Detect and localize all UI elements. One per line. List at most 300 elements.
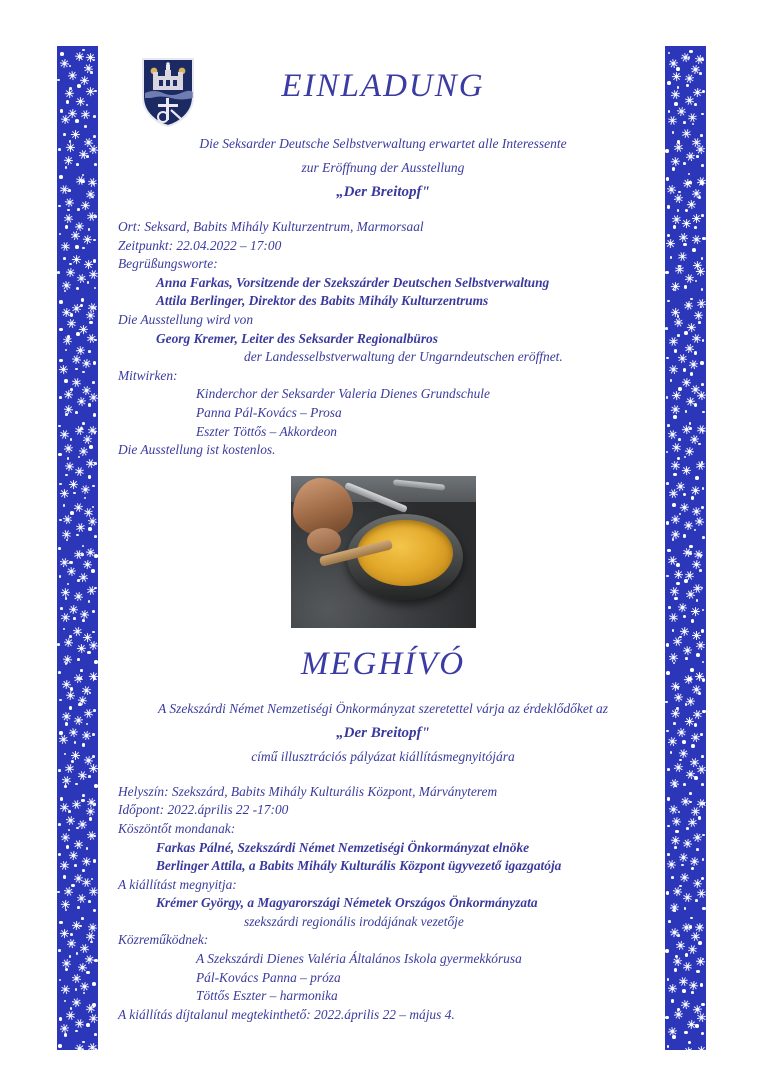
- border-dot: [77, 84, 81, 88]
- snowflake-icon: [692, 214, 701, 223]
- border-dot: [685, 209, 689, 213]
- border-dot: [698, 941, 702, 945]
- snowflake-icon: [671, 442, 683, 454]
- hungarian-participant-3: Töttős Eszter – harmonika: [196, 988, 338, 1004]
- border-dot: [91, 878, 94, 881]
- border-dot: [67, 335, 71, 339]
- snowflake-icon: [696, 424, 706, 436]
- snowflake-icon: [66, 267, 76, 277]
- snowflake-icon: [76, 893, 87, 904]
- border-dot: [76, 332, 80, 336]
- border-dot: [87, 281, 90, 284]
- border-dot: [82, 174, 85, 177]
- border-dot: [93, 803, 96, 806]
- hungarian-details-block: [118, 783, 648, 1025]
- snowflake-icon: [684, 150, 696, 162]
- border-dot: [685, 657, 688, 660]
- border-dot: [88, 900, 91, 903]
- border-dot: [60, 52, 64, 56]
- border-dot: [59, 175, 63, 179]
- snowflake-icon: [667, 1049, 680, 1050]
- border-dot: [60, 109, 64, 113]
- border-dot: [88, 527, 92, 531]
- border-dot: [688, 1049, 691, 1050]
- snowflake-icon: [689, 605, 702, 618]
- snowflake-icon: [60, 58, 70, 68]
- snowflake-icon: [63, 213, 74, 224]
- border-dot: [666, 891, 670, 895]
- border-dot: [676, 67, 680, 71]
- border-dot: [69, 65, 72, 68]
- border-pattern-tile: [57, 914, 98, 1038]
- snowflake-icon: [60, 831, 72, 843]
- snowflake-icon: [673, 193, 685, 205]
- border-pattern-tile: [665, 914, 706, 1038]
- german-opened-by-cont: der Landesselbstverwaltung der Ungarndeutschen eröffnet.: [244, 349, 563, 365]
- border-dot: [691, 619, 695, 623]
- border-dot: [57, 891, 60, 894]
- snowflake-icon: [66, 937, 78, 949]
- snowflake-icon: [690, 188, 702, 200]
- snowflake-icon: [666, 428, 678, 440]
- snowflake-icon: [80, 75, 90, 85]
- border-dot: [673, 225, 677, 229]
- border-dot: [71, 884, 75, 888]
- border-dot: [65, 722, 69, 726]
- border-dot: [665, 327, 668, 330]
- snowflake-icon: [72, 672, 84, 684]
- border-dot: [94, 784, 98, 788]
- border-dot: [688, 173, 691, 176]
- border-dot: [75, 368, 78, 371]
- border-dot: [64, 1033, 68, 1037]
- snowflake-icon: [61, 710, 74, 723]
- snowflake-icon: [73, 466, 85, 478]
- snowflake-icon: [669, 778, 680, 789]
- border-dot: [77, 579, 80, 582]
- border-dot: [674, 846, 677, 849]
- snowflake-icon: [673, 762, 685, 774]
- border-dot: [65, 474, 68, 477]
- border-dot: [684, 907, 687, 910]
- border-dot: [701, 383, 704, 386]
- border-dot: [702, 710, 706, 714]
- border-dot: [677, 209, 680, 212]
- german-participant-3: Eszter Töttős – Akkordeon: [196, 423, 337, 439]
- snowflake-icon: [669, 514, 681, 526]
- border-dot: [94, 1033, 97, 1036]
- border-dot: [69, 561, 73, 565]
- border-pattern-tile: [57, 790, 98, 914]
- snowflake-icon: [690, 683, 703, 696]
- photo-hand-lower: [307, 528, 341, 554]
- border-dot: [92, 755, 95, 758]
- border-dot: [673, 909, 676, 912]
- border-dot: [78, 456, 81, 459]
- border-dot: [80, 669, 83, 672]
- border-dot: [77, 658, 80, 661]
- border-pattern-tile: [57, 1038, 98, 1050]
- snowflake-icon: [75, 643, 88, 656]
- snowflake-icon: [683, 838, 693, 848]
- snowflake-icon: [684, 695, 697, 708]
- border-dot: [88, 775, 91, 778]
- snowflake-icon: [89, 763, 98, 772]
- border-dot: [691, 496, 695, 500]
- border-dot: [57, 79, 60, 82]
- snowflake-icon: [696, 887, 706, 899]
- border-dot: [684, 331, 688, 335]
- border-dot: [94, 535, 97, 538]
- snowflake-icon: [694, 922, 704, 932]
- snowflake-icon: [64, 141, 77, 154]
- border-dot: [701, 755, 704, 758]
- border-dot: [75, 988, 78, 991]
- border-dot: [82, 49, 85, 52]
- snowflake-icon: [668, 487, 679, 498]
- border-pattern-tile: [57, 666, 98, 790]
- border-dot: [59, 731, 63, 735]
- snowflake-icon: [669, 155, 682, 168]
- border-dot: [700, 983, 704, 987]
- border-pattern-tile: [665, 1038, 706, 1050]
- border-dot: [63, 628, 66, 631]
- snowflake-icon: [675, 105, 687, 117]
- border-dot: [77, 906, 80, 909]
- snowflake-icon: [61, 114, 71, 124]
- border-dot: [92, 506, 95, 509]
- border-dot: [683, 615, 687, 619]
- border-dot: [59, 328, 63, 332]
- border-dot: [666, 451, 669, 454]
- border-dot: [695, 476, 699, 480]
- border-dot: [677, 934, 680, 937]
- border-dot: [667, 549, 671, 553]
- snowflake-icon: [74, 1017, 86, 1029]
- border-dot: [59, 300, 63, 304]
- border-dot: [690, 372, 694, 376]
- border-dot: [700, 361, 704, 365]
- border-dot: [702, 237, 706, 241]
- border-dot: [667, 205, 671, 209]
- border-dot: [689, 801, 692, 804]
- border-dot: [70, 1007, 73, 1010]
- border-dot: [702, 536, 705, 539]
- border-dot: [76, 827, 79, 830]
- border-dot: [700, 134, 703, 137]
- border-dot: [692, 248, 696, 252]
- snowflake-icon: [680, 626, 690, 636]
- border-dot: [63, 504, 66, 507]
- snowflake-icon: [71, 996, 84, 1009]
- hungarian-heading: MEGHÍVÓ: [300, 645, 466, 682]
- snowflake-icon: [85, 830, 97, 842]
- border-dot: [694, 226, 697, 229]
- border-dot: [94, 339, 97, 342]
- border-dot: [65, 349, 68, 352]
- border-dot: [668, 52, 671, 55]
- border-dot: [80, 427, 83, 430]
- border-dot: [702, 678, 706, 682]
- snowflake-icon: [670, 70, 683, 83]
- snowflake-icon: [692, 631, 701, 640]
- border-dot: [671, 999, 675, 1003]
- border-dot: [686, 827, 689, 830]
- snowflake-icon: [80, 109, 91, 120]
- border-dot: [677, 315, 680, 318]
- border-dot: [88, 475, 92, 479]
- snowflake-icon: [687, 817, 698, 828]
- border-dot: [670, 379, 673, 382]
- border-dot: [690, 668, 694, 672]
- border-pattern-tile: [57, 542, 98, 666]
- border-dot: [676, 582, 680, 586]
- border-dot: [69, 263, 72, 266]
- border-dot: [75, 411, 78, 414]
- german-participants-label: Mitwirken:: [118, 367, 178, 383]
- border-dot: [82, 794, 85, 797]
- border-dot: [667, 300, 670, 303]
- border-dot: [88, 228, 91, 231]
- border-dot: [690, 298, 693, 301]
- snowflake-icon: [674, 569, 683, 578]
- snowflake-icon: [67, 726, 80, 739]
- snowflake-icon: [78, 572, 89, 583]
- border-dot: [691, 744, 695, 748]
- border-pattern-tile: [665, 170, 706, 294]
- snowflake-icon: [678, 232, 689, 243]
- border-dot: [89, 817, 93, 821]
- border-dot: [88, 600, 91, 603]
- hungarian-datetime: Időpont: 2022.április 22 -17:00: [118, 802, 289, 818]
- border-dot: [698, 692, 702, 696]
- snowflake-icon: [81, 434, 93, 446]
- snowflake-icon: [690, 856, 700, 866]
- snowflake-icon: [81, 233, 94, 246]
- snowflake-icon: [668, 983, 678, 993]
- snowflake-icon: [57, 363, 70, 376]
- border-dot: [82, 743, 86, 747]
- border-dot: [698, 321, 701, 324]
- border-dot: [93, 413, 97, 417]
- border-dot: [701, 629, 705, 633]
- border-pattern-tile: [665, 542, 706, 666]
- border-dot: [93, 259, 97, 263]
- snowflake-icon: [676, 353, 688, 365]
- snowflake-icon: [60, 279, 73, 292]
- border-dot: [702, 661, 705, 664]
- border-dot: [689, 422, 692, 425]
- snowflake-icon: [80, 609, 90, 619]
- border-dot: [694, 529, 697, 532]
- border-dot: [58, 769, 61, 772]
- border-dot: [64, 753, 67, 756]
- border-dot: [89, 321, 93, 325]
- border-dot: [92, 982, 96, 986]
- border-dot: [677, 1008, 680, 1011]
- border-dot: [92, 631, 95, 634]
- border-dot: [67, 209, 70, 212]
- border-dot: [683, 121, 686, 124]
- border-dot: [93, 135, 96, 138]
- border-pattern-tile: [57, 46, 98, 170]
- snowflake-icon: [81, 730, 92, 741]
- snowflake-icon: [675, 940, 686, 951]
- border-dot: [674, 968, 678, 972]
- border-dot: [70, 933, 73, 936]
- border-dot: [667, 81, 671, 85]
- border-dot: [668, 606, 671, 609]
- border-dot: [702, 858, 705, 861]
- border-dot: [77, 208, 80, 211]
- border-dot: [702, 907, 706, 911]
- border-dot: [701, 257, 704, 260]
- border-dot: [672, 629, 675, 632]
- hungarian-closing: A kiállítás díjtalanul megtekinthető: 2022.április 22 – május 4.: [118, 1006, 455, 1022]
- border-dot: [696, 653, 700, 657]
- border-dot: [665, 1016, 669, 1020]
- snowflake-icon: [681, 128, 692, 139]
- snowflake-icon: [74, 591, 85, 602]
- border-dot: [81, 799, 85, 803]
- german-greeting-label: Begrüßungsworte:: [118, 256, 218, 272]
- border-dot: [675, 830, 679, 834]
- border-dot: [93, 59, 96, 62]
- snowflake-icon: [669, 403, 681, 415]
- border-dot: [92, 733, 95, 736]
- snowflake-icon: [669, 680, 682, 693]
- border-dot: [63, 133, 66, 136]
- border-dot: [90, 71, 93, 74]
- snowflake-icon: [62, 154, 75, 167]
- decorative-border-right: [665, 46, 706, 1050]
- border-dot: [59, 483, 62, 486]
- border-dot: [67, 583, 70, 586]
- german-heading: EINLADUNG: [281, 68, 485, 104]
- border-dot: [689, 427, 692, 430]
- border-dot: [94, 1049, 98, 1050]
- border-dot: [64, 785, 68, 789]
- snowflake-icon: [73, 1042, 86, 1050]
- snowflake-icon: [70, 377, 81, 388]
- border-dot: [668, 920, 671, 923]
- snowflake-icon: [69, 128, 82, 141]
- border-dot: [82, 619, 85, 622]
- snowflake-icon: [64, 763, 75, 774]
- border-dot: [70, 438, 73, 441]
- border-dot: [79, 925, 82, 928]
- border-dot: [58, 1044, 62, 1048]
- snowflake-icon: [65, 565, 78, 578]
- border-dot: [667, 424, 670, 427]
- snowflake-icon: [64, 1009, 76, 1021]
- snowflake-icon: [679, 853, 689, 863]
- hungarian-greeting-label: Köszöntőt mondanak:: [118, 820, 236, 836]
- border-dot: [76, 534, 79, 537]
- border-dot: [701, 113, 704, 116]
- border-dot: [666, 730, 669, 733]
- border-dot: [70, 511, 74, 515]
- border-dot: [683, 162, 686, 165]
- snowflake-icon: [689, 484, 702, 497]
- border-dot: [93, 859, 97, 863]
- hungarian-participant-2: Pál-Kovács Panna – próza: [196, 969, 341, 985]
- border-pattern-tile: [57, 418, 98, 542]
- hungarian-exhibition-title: „Der Breitopf": [336, 724, 430, 741]
- border-dot: [682, 740, 686, 744]
- border-dot: [701, 164, 704, 167]
- snowflake-icon: [670, 816, 683, 829]
- snowflake-icon: [60, 241, 72, 253]
- header-row: [118, 46, 648, 132]
- border-dot: [86, 104, 89, 107]
- border-dot: [698, 443, 701, 446]
- snowflake-icon: [61, 1049, 73, 1050]
- border-dot: [60, 797, 64, 801]
- border-dot: [59, 233, 62, 236]
- border-dot: [702, 487, 705, 490]
- border-dot: [94, 554, 98, 558]
- border-dot: [69, 635, 72, 638]
- border-dot: [696, 155, 699, 158]
- border-dot: [667, 978, 670, 981]
- german-participant-2: Panna Pál-Kovács – Prosa: [196, 404, 342, 420]
- border-dot: [70, 388, 73, 391]
- border-dot: [94, 215, 97, 218]
- border-dot: [670, 256, 673, 259]
- border-dot: [701, 587, 704, 590]
- snowflake-icon: [76, 819, 89, 832]
- border-dot: [86, 723, 89, 726]
- border-dot: [73, 617, 76, 620]
- border-dot: [678, 387, 682, 391]
- snowflake-icon: [87, 176, 98, 187]
- snowflake-icon: [668, 364, 680, 376]
- border-dot: [58, 823, 61, 826]
- border-dot: [700, 181, 704, 185]
- border-dot: [667, 234, 671, 238]
- border-dot: [701, 214, 704, 217]
- border-dot: [81, 1049, 84, 1050]
- hungarian-participants-label: Közreműködnek:: [118, 932, 209, 948]
- snowflake-icon: [82, 359, 92, 369]
- border-dot: [83, 992, 86, 995]
- border-dot: [63, 257, 66, 260]
- border-dot: [689, 545, 693, 549]
- border-dot: [689, 50, 693, 54]
- border-dot: [687, 303, 690, 306]
- snowflake-icon: [84, 51, 97, 64]
- border-dot: [93, 115, 96, 118]
- border-dot: [76, 952, 79, 955]
- border-dot: [94, 462, 97, 465]
- border-dot: [683, 783, 686, 786]
- border-dot: [678, 438, 681, 441]
- border-dot: [68, 829, 71, 832]
- snowflake-icon: [77, 770, 89, 782]
- snowflake-icon: [64, 814, 76, 826]
- border-dot: [58, 547, 61, 550]
- border-dot: [82, 869, 85, 872]
- border-dot: [75, 119, 79, 123]
- border-dot: [63, 875, 67, 879]
- border-dot: [93, 361, 97, 365]
- border-dot: [58, 148, 61, 151]
- border-dot: [76, 163, 79, 166]
- snowflake-icon: [682, 519, 695, 532]
- border-dot: [665, 949, 669, 953]
- border-dot: [79, 677, 82, 680]
